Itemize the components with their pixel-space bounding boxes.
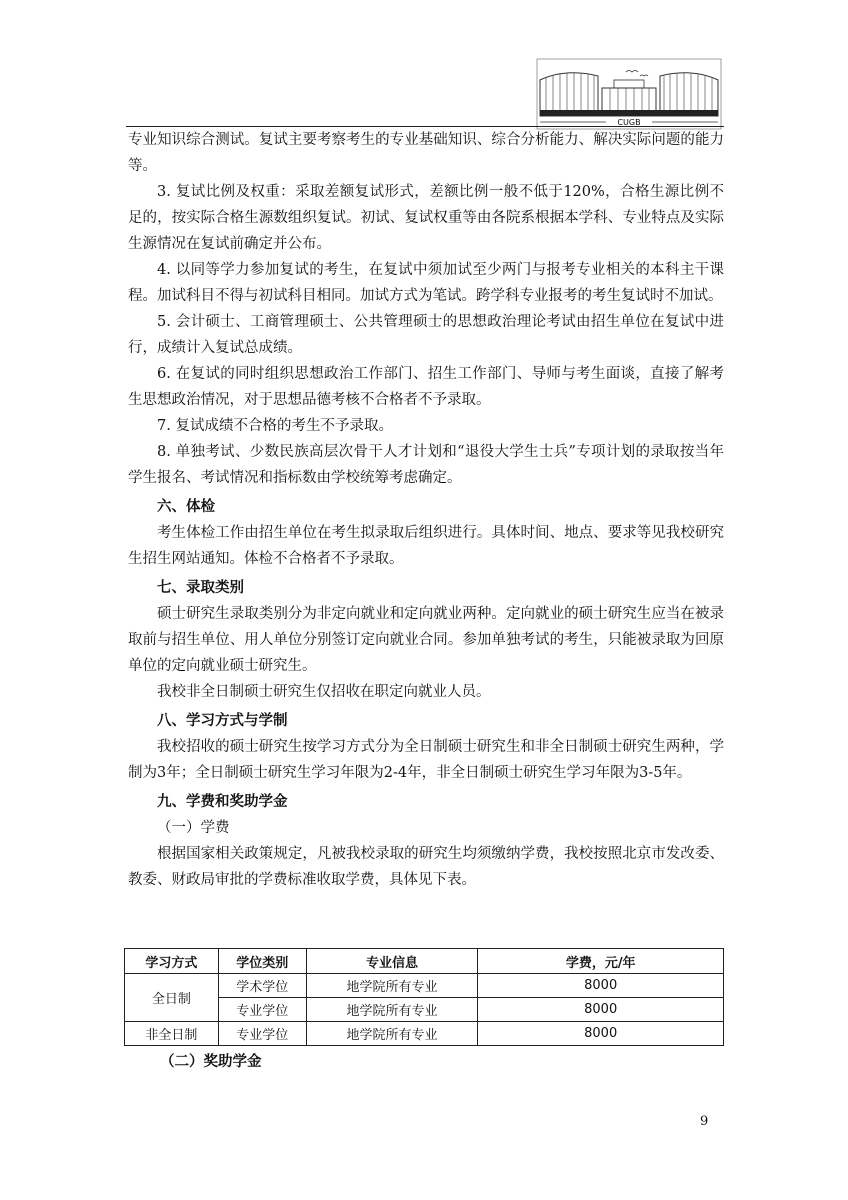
table-cell-major: 地学院所有专业: [306, 998, 478, 1022]
table-cell-fee: 8000: [478, 1022, 724, 1046]
table-cell-fee: 8000: [478, 974, 724, 998]
table-header-cell: 学费，元/年: [478, 949, 724, 974]
tuition-table: [124, 948, 724, 1046]
table-header-cell: 学习方式: [125, 949, 219, 974]
paragraph-item-5: 5. 会计硕士、工商管理硕士、公共管理硕士的思想政治理论考试由招生单位在复试中进行，成绩计入复试总成绩。: [128, 314, 724, 356]
paragraph-item-7: 7. 复试成绩不合格的考生不予录取。: [157, 418, 393, 434]
table-row: [125, 1022, 724, 1046]
table-header-row: [125, 949, 724, 974]
paragraph-tuition: 根据国家相关政策规定，凡被我校录取的研究生均须缴纳学费，我校按照北京市发改委、教委、财政局审批的学费标准收取学费，具体见下表。: [128, 846, 724, 888]
section-heading-admission-type: 七、录取类别: [157, 580, 244, 596]
paragraph-physical-exam: 考生体检工作由招生单位在考生拟录取后组织进行。具体时间、地点、要求等见我校研究生招生网站通知。体检不合格者不予录取。: [128, 525, 724, 567]
paragraph-item-6: 6. 在复试的同时组织思想政治工作部门、招生工作部门、导师与考生面谈，直接了解考生思想政治情况，对于思想品德考核不合格者不予录取。: [128, 366, 724, 408]
paragraph-part-time: 我校非全日制硕士研究生仅招收在职定向就业人员。: [157, 684, 491, 700]
table-cell-mode: 全日制: [125, 974, 219, 1022]
table-cell-major: 地学院所有专业: [306, 974, 478, 998]
paragraph-continued: 专业知识综合测试。复试主要考察考生的专业基础知识、综合分析能力、解决实际问题的能力等。: [128, 132, 724, 174]
paragraph-study-mode: 我校招收的硕士研究生按学习方式分为全日制硕士研究生和非全日制硕士研究生两种，学制为3年；全日制硕士研究生学习年限为2-4年，非全日制硕士研究生学习年限为3-5年。: [128, 739, 724, 781]
table-cell-degree: 专业学位: [218, 998, 306, 1022]
subheading-tuition: （一）学费: [157, 820, 230, 836]
section-heading-tuition: 九、学费和奖助学金: [157, 794, 288, 810]
paragraph-item-8: 8. 单独考试、少数民族高层次骨干人才计划和“退役大学生士兵”专项计划的录取按当年学生报名、考试情况和指标数由学校统筹考虑确定。: [128, 444, 724, 486]
document-body: [128, 127, 724, 893]
table-header-cell: 专业信息: [306, 949, 478, 974]
paragraph-admission-type: 硕士研究生录取类别分为非定向就业和定向就业两种。定向就业的硕士研究生应当在被录取前与招生单位、用人单位分别签订定向就业合同。参加单独考试的考生，只能被录取为回原单位的定向就业硕士研究生。: [128, 606, 724, 674]
table-cell-fee: 8000: [478, 998, 724, 1022]
section-heading-physical-exam: 六、体检: [157, 499, 215, 515]
subheading-scholarship: （二）奖助学金: [160, 1054, 262, 1070]
table-cell-major: 地学院所有专业: [306, 1022, 478, 1046]
paragraph-item-4: 4. 以同等学力参加复试的考生，在复试中须加试至少两门与报考专业相关的本科主干课程。加试科目不得与初试科目相同。加试方式为笔试。跨学科专业报考的考生复试时不加试。: [128, 262, 724, 304]
table-header-cell: 学位类别: [218, 949, 306, 974]
university-logo: [536, 58, 722, 130]
table-cell-mode: 非全日制: [125, 1022, 219, 1046]
page-number: 9: [700, 1114, 709, 1129]
logo-caption: CUGB: [617, 118, 641, 127]
paragraph-item-3: 3. 复试比例及权重：采取差额复试形式，差额比例一般不低于120%，合格生源比例不足的，按实际合格生源数组织复试。初试、复试权重等由各院系根据本学科、专业特点及实际生源情况在复试前确定并公布。: [128, 184, 724, 252]
section-heading-study-mode: 八、学习方式与学制: [157, 713, 288, 729]
table-row: [125, 974, 724, 998]
table-cell-degree: 学术学位: [218, 974, 306, 998]
table-cell-degree: 专业学位: [218, 1022, 306, 1046]
building-illustration-icon: [536, 58, 722, 130]
